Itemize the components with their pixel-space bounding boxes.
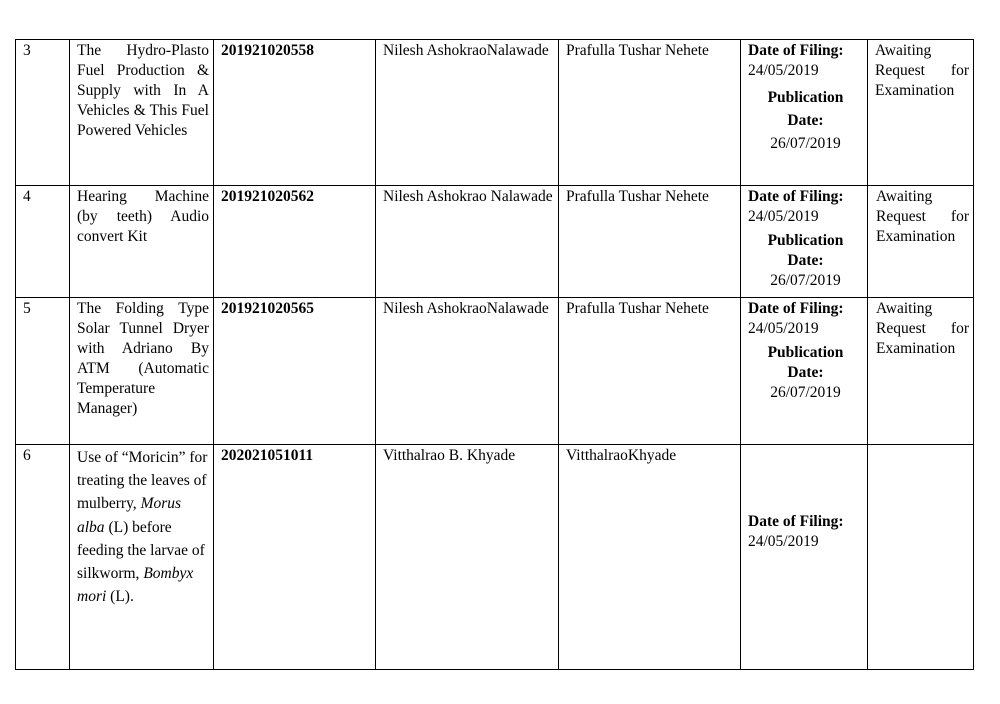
- application-number: 201921020558: [214, 40, 376, 186]
- invention-title: [70, 445, 214, 670]
- species-name-silkworm: Bombyx mori: [77, 565, 194, 606]
- filing-date: 24/05/2019: [748, 320, 819, 337]
- publication-block: [748, 343, 863, 403]
- table-row: [16, 40, 974, 186]
- publication-block: [748, 231, 863, 291]
- publication-label: Publication Date:: [767, 232, 844, 269]
- row-number: 3: [16, 40, 70, 186]
- publication-date: 26/07/2019: [770, 384, 841, 401]
- filing-date: 24/05/2019: [748, 62, 819, 79]
- application-number: 201921020562: [214, 186, 376, 298]
- status: Awaiting Request for Examination: [868, 186, 974, 298]
- patent-table: [15, 39, 974, 670]
- dates-cell: [741, 298, 868, 445]
- inventor-name: Nilesh AshokraoNalawade: [376, 40, 559, 186]
- filing-label: Date of Filing:: [748, 300, 844, 317]
- publication-label: Publication Date:: [767, 344, 844, 381]
- table-row: [16, 186, 974, 298]
- dates-cell: [741, 186, 868, 298]
- publication-block: [748, 86, 863, 155]
- table-row: [16, 298, 974, 445]
- filing-date: 24/05/2019: [748, 533, 819, 550]
- filing-label: Date of Filing:: [748, 513, 844, 530]
- title-text: Use of “Moricin” for treating the leaves of mulberry,: [77, 449, 208, 513]
- applicant-name: Prafulla Tushar Nehete: [559, 298, 741, 445]
- publication-label: Publication Date:: [767, 89, 844, 129]
- filing-label: Date of Filing:: [748, 188, 844, 205]
- applicant-name: Prafulla Tushar Nehete: [559, 186, 741, 298]
- dates-cell: [741, 40, 868, 186]
- filing-date: 24/05/2019: [748, 208, 819, 225]
- invention-title: Hearing Machine (by teeth) Audio convert Kit: [70, 186, 214, 298]
- table-row: [16, 445, 974, 670]
- status: Awaiting Request for Examination: [868, 298, 974, 445]
- row-number: 4: [16, 186, 70, 298]
- status: [868, 445, 974, 670]
- row-number: 6: [16, 445, 70, 670]
- species-name-mulberry: Morus alba: [77, 495, 182, 536]
- applicant-name: VitthalraoKhyade: [559, 445, 741, 670]
- inventor-name: Nilesh Ashokrao Nalawade: [376, 186, 559, 298]
- row-number: 5: [16, 298, 70, 445]
- application-number: 202021051011: [214, 445, 376, 670]
- invention-title: The Hydro-Plasto Fuel Production & Supply with In A Vehicles & This Fuel Powered Vehicles: [70, 40, 214, 186]
- dates-cell: [741, 445, 868, 670]
- publication-date: 26/07/2019: [770, 135, 841, 152]
- invention-title: The Folding Type Solar Tunnel Dryer with Adriano By ATM (Automatic Temperature Manager): [70, 298, 214, 445]
- application-number: 201921020565: [214, 298, 376, 445]
- title-text: (L).: [106, 588, 134, 606]
- inventor-name: Nilesh AshokraoNalawade: [376, 298, 559, 445]
- applicant-name: Prafulla Tushar Nehete: [559, 40, 741, 186]
- publication-date: 26/07/2019: [770, 272, 841, 289]
- filing-label: Date of Filing:: [748, 42, 844, 59]
- inventor-name: Vitthalrao B. Khyade: [376, 445, 559, 670]
- status: Awaiting Request for Examination: [868, 40, 974, 186]
- title-text: (L) before feeding the larvae of silkworm,: [77, 518, 205, 583]
